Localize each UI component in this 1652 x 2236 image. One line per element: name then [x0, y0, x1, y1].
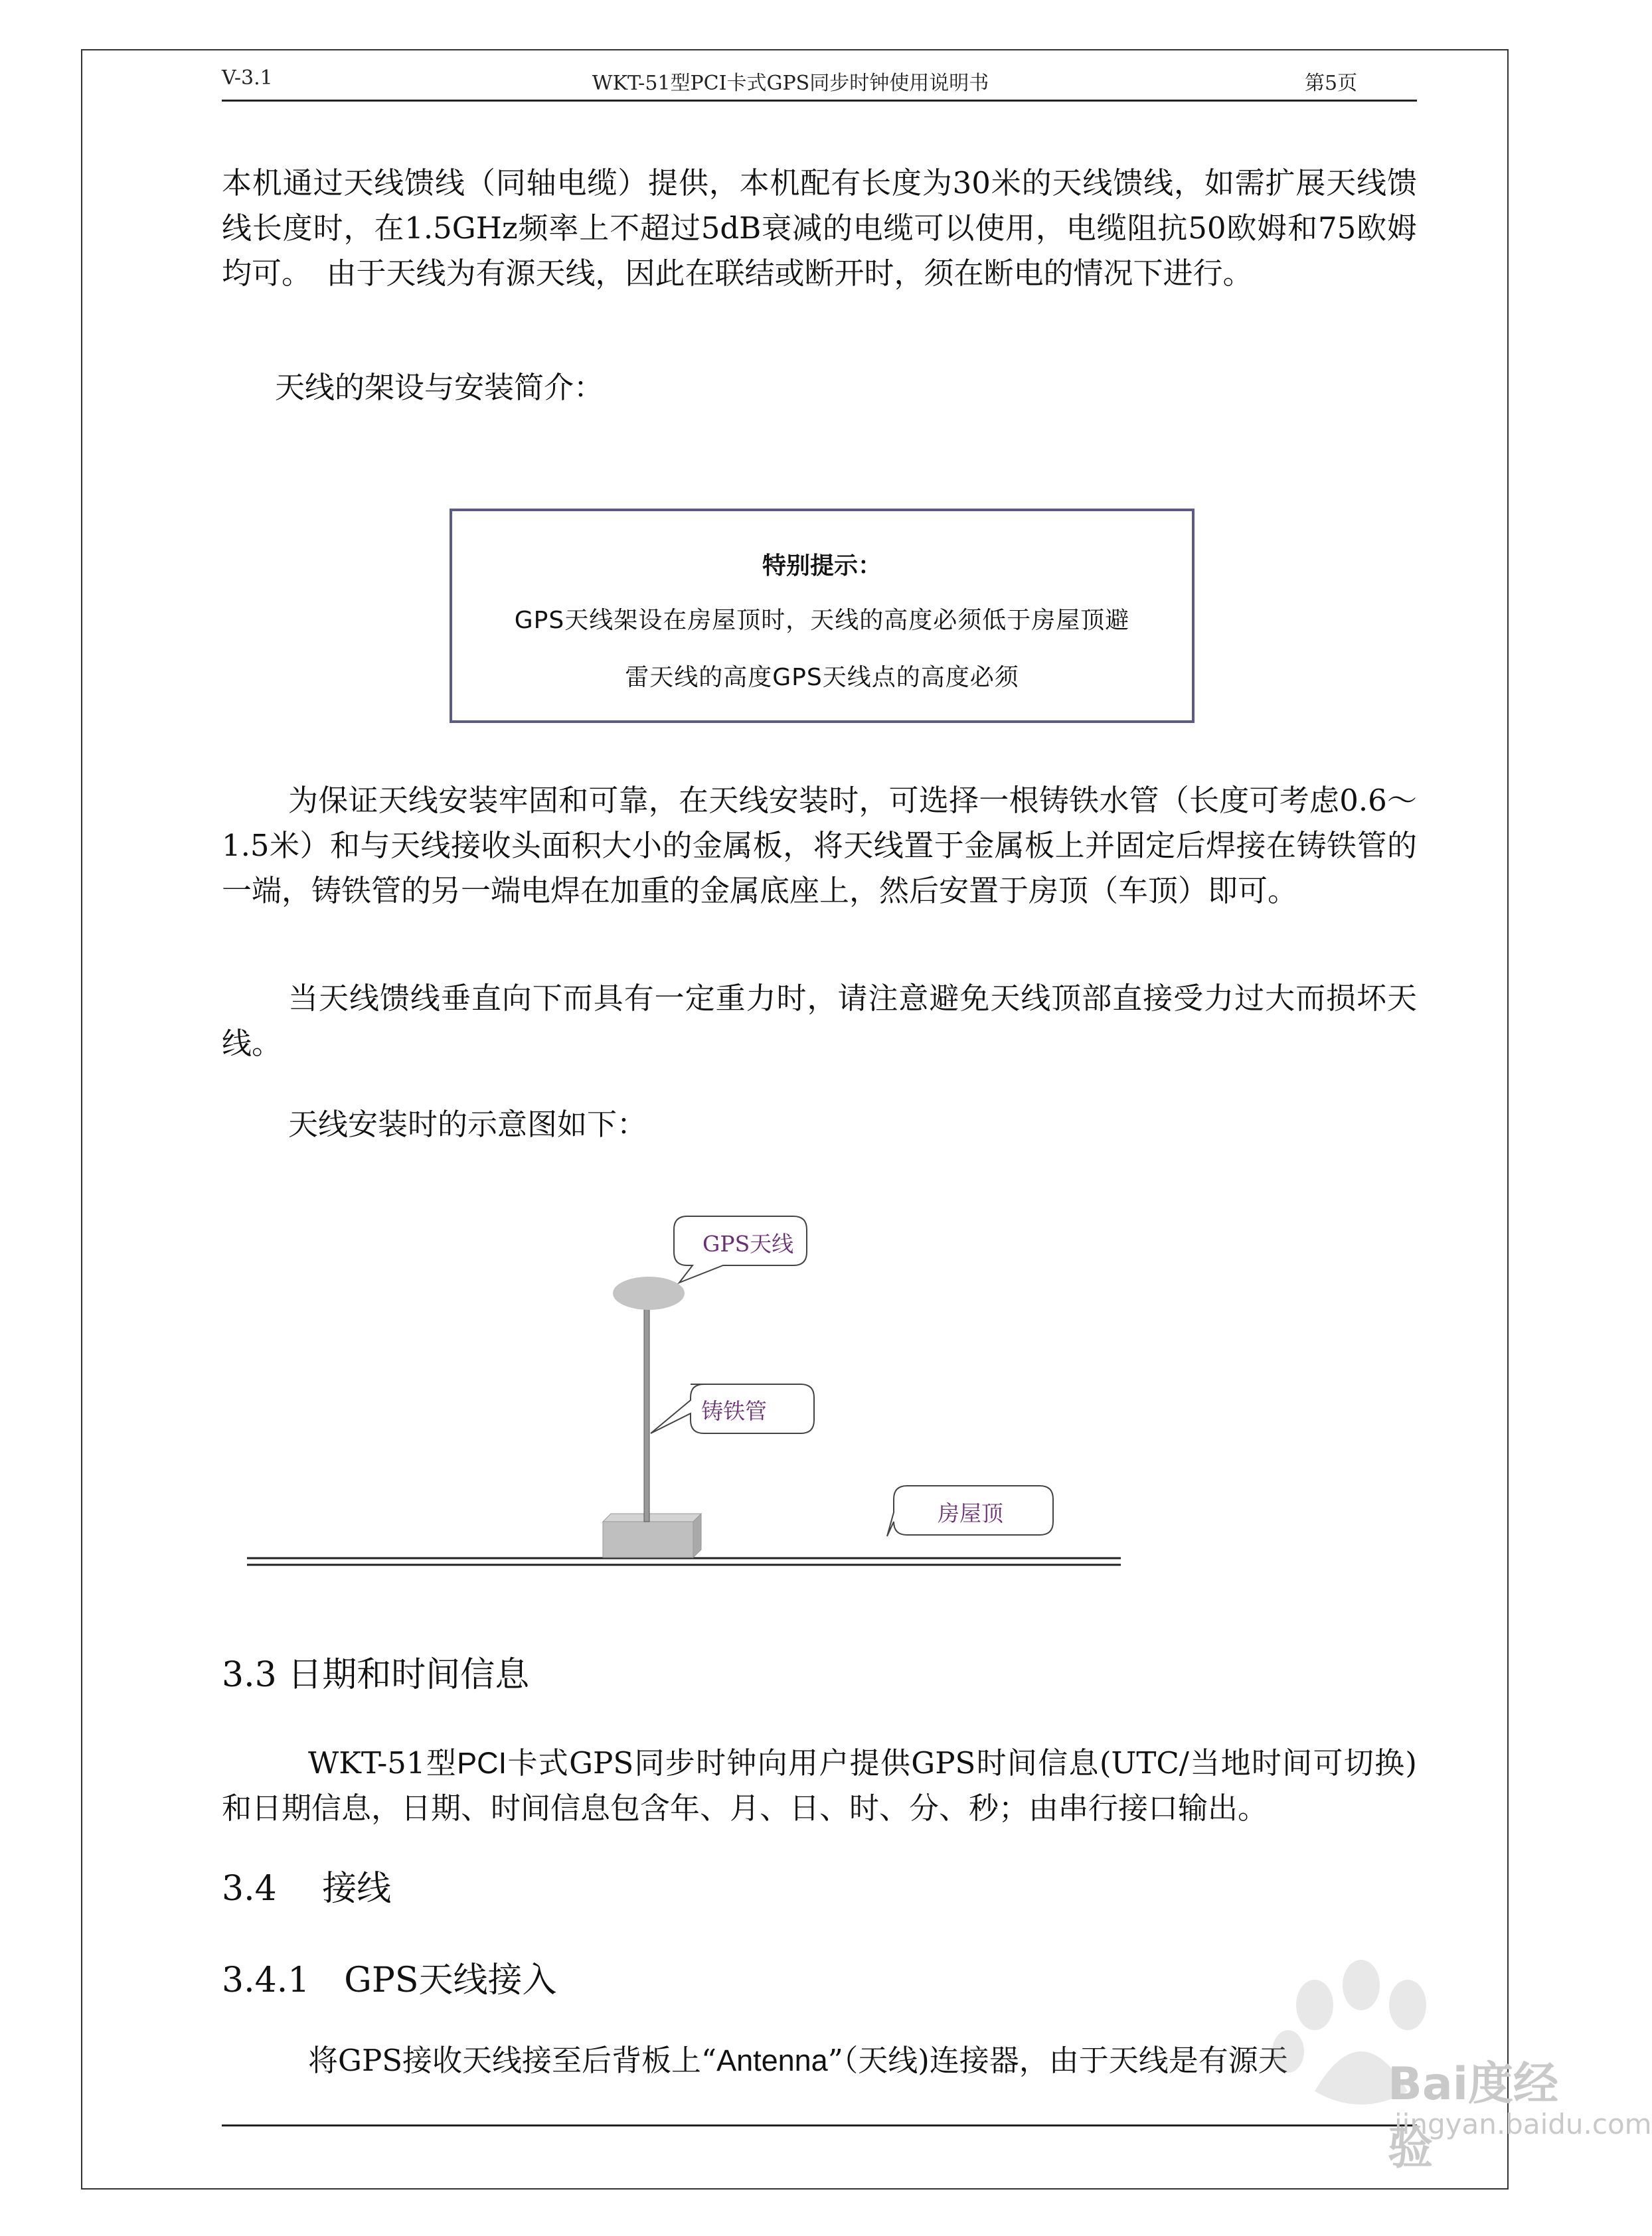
base-block-top: [603, 1514, 701, 1522]
notice-line-1: GPS天线架设在房屋顶时，天线的高度必须低于房屋顶避: [514, 607, 1130, 634]
heading-3-4-1: 3.4.1 GPS天线接入: [222, 1960, 557, 2000]
paragraph-antenna-connect: [222, 2038, 1417, 2083]
paragraph-diagram-intro: 天线安装时的示意图如下：: [288, 1107, 647, 1142]
paragraph-date-time-prefix: WKT-51型: [308, 1745, 457, 1781]
roof-label: 房屋顶: [938, 1500, 1003, 1526]
header-title: WKT-51型PCI卡式GPS同步时钟使用说明书: [592, 72, 989, 95]
base-block-side: [693, 1514, 701, 1557]
notice-title: 特别提示：: [762, 552, 882, 580]
paragraph-mounting: 为保证天线安装牢固和可靠，在天线安装时，可选择一根铸铁水管（长度可考虑0.6～1.5米）和与天线接收头面积大小的金属板，将天线置于金属板上并固定后焊接在铸铁管的一端，铸铁管的另一端电焊在加重的金属底座上，然后安置于房顶（车顶）即可。: [222, 783, 1417, 908]
notice-line-2: 雷天线的高度GPS天线点的高度必须: [625, 664, 1019, 691]
gps-antenna-label: GPS天线: [702, 1231, 794, 1257]
pipe-label: 铸铁管: [701, 1398, 767, 1424]
paragraph-antenna-connect-antenna: Antenna: [716, 2043, 828, 2077]
watermark-url: jingyan.baidu.com: [1394, 2108, 1652, 2140]
gps-antenna-dish: [613, 1277, 685, 1310]
watermark-brand: Bai度经验: [1388, 2058, 1559, 2175]
header-page-number: 第5页: [1305, 72, 1358, 95]
base-block: [603, 1522, 693, 1557]
paragraph-date-time: [222, 1741, 1417, 1831]
paragraph-antenna-connect-prefix: 将GPS接收天线接至后背板上“: [308, 2043, 717, 2078]
header-version: V-3.1: [222, 66, 273, 90]
paragraph-antenna-connect-rest: ”（天线)连接器，由于天线是有源天: [827, 2043, 1288, 2078]
paragraph-install-intro: 天线的架设与安装简介：: [275, 370, 604, 405]
paragraph-feedline-warning: 当天线馈线垂直向下而具有一定重力时，请注意避免天线顶部直接受力过大而损坏天线。: [222, 981, 1417, 1061]
heading-3-3: 3.3 日期和时间信息: [222, 1655, 530, 1695]
paragraph-date-time-rest: 卡式GPS同步时钟向用户提供GPS时间信息(UTC/当地时间可切换)和日期信息，日期、时间信息包含年、月、日、时、分、秒；由串行接口输出。: [222, 1745, 1417, 1826]
heading-3-4: 3.4 接线: [222, 1869, 392, 1909]
cast-iron-pipe: [644, 1303, 649, 1522]
paragraph-feedline: 本机通过天线馈线（同轴电缆）提供，本机配有长度为30米的天线馈线，如需扩展天线馈线长度时，在1.5GHz频率上不超过5dB衰减的电缆可以使用，电缆阻抗50欧姆和75欧姆均可。 由于天线为有源天线，因此在联结或断开时，须在断电的情况下进行。: [222, 165, 1417, 291]
paragraph-date-time-pci: PCI: [457, 1746, 507, 1780]
footer-rule: [222, 2124, 1417, 2126]
